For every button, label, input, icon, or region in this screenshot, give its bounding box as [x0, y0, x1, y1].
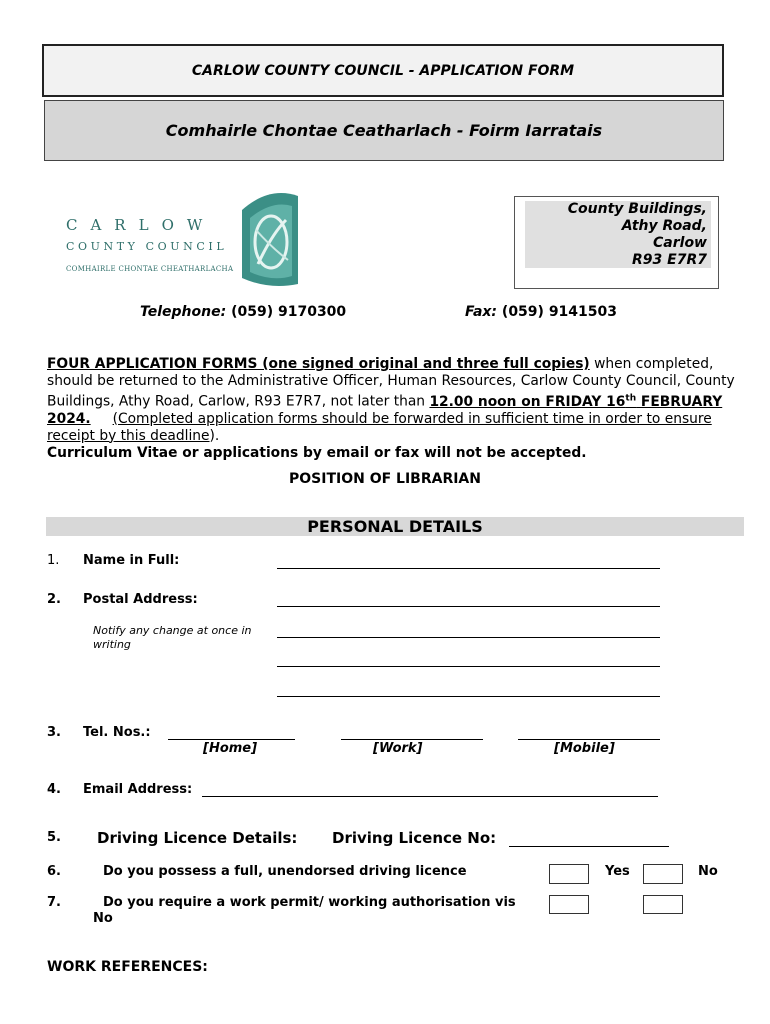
field-1-number: 1. [47, 553, 60, 568]
tel-home-input-line[interactable] [168, 739, 295, 740]
logo-carlow: CARLOW [66, 216, 216, 234]
logo-emblem-icon [234, 190, 304, 290]
postal-address-line-4[interactable] [277, 696, 660, 697]
form-title-irish: Comhairle Chontae Ceatharlach - Foirm Iarratais [44, 100, 724, 161]
full-licence-yes-label: Yes [605, 864, 630, 879]
address-line-4: R93 E7R7 [632, 252, 707, 268]
work-permit-yes-checkbox[interactable] [549, 895, 589, 914]
tel-work-label: [Work] [373, 741, 423, 756]
name-label: Name in Full: [83, 553, 180, 568]
section-title: PERSONAL DETAILS [307, 517, 483, 536]
council-logo [64, 190, 304, 290]
work-permit-no-checkbox[interactable] [643, 895, 683, 914]
telephone-label: Telephone: [140, 304, 227, 320]
full-licence-no-label: No [698, 864, 718, 879]
telephone [140, 304, 346, 320]
tel-home-label: [Home] [203, 741, 258, 756]
field-4-number: 4. [47, 782, 61, 797]
form-title-english: CARLOW COUNTY COUNCIL - APPLICATION FORM [42, 44, 724, 97]
postal-address-line-2[interactable] [277, 637, 660, 638]
tel-nos-label: Tel. Nos.: [83, 725, 151, 740]
address-text [525, 201, 711, 268]
personal-details-header [46, 517, 744, 536]
email-label: Email Address: [83, 782, 193, 797]
field-5-number: 5. [47, 830, 61, 845]
work-references-heading: WORK REFERENCES: [47, 959, 208, 975]
instr-no-cv: Curriculum Vitae or applications by email or fax will not be accepted. [47, 444, 587, 461]
logo-irish-name: COMHAIRLE CHONTAE CHEATHARLACHA [66, 265, 234, 273]
submission-instructions: FOUR APPLICATION FORMS (one signed original and three full copies) when completed, should be returned to the Administrative Officer, Human Resources, Carlow County Council, County Buildings, Athy Road, Carlow, R93 E7R7, not later than 12.00 noon on FRIDAY 16th FEBRUARY 2024. (Completed application forms should be forwarded in sufficient time in order to ensure receipt by this deadline). Curriculum Vitae or applications by email or fax will not be accepted. [47, 356, 735, 461]
driving-licence-details-label: Driving Licence Details: [97, 829, 298, 847]
address-line-1: County Buildings, [567, 201, 707, 217]
address-box [514, 196, 719, 289]
postal-address-line-3[interactable] [277, 666, 660, 667]
email-input-line[interactable] [202, 796, 658, 797]
position-title: POSITION OF LIBRARIAN [288, 471, 481, 487]
full-licence-yes-checkbox[interactable] [549, 864, 589, 884]
full-licence-question: Do you possess a full, unendorsed driving licence [103, 864, 467, 879]
work-permit-question: Do you require a work permit/ working authorisation vis [103, 895, 516, 910]
field-3-number: 3. [47, 725, 61, 740]
instr-forms-count: FOUR APPLICATION FORMS (one signed original and three full copies) [47, 356, 590, 372]
address-line-2: Athy Road, [621, 218, 707, 234]
work-permit-no-label: No [93, 911, 113, 926]
logo-county-council: COUNTY COUNCIL [66, 240, 228, 253]
fax-label: Fax: [465, 304, 498, 320]
field-2-number: 2. [47, 592, 61, 607]
field-6-number: 6. [47, 864, 61, 879]
driving-licence-no-input-line[interactable] [509, 846, 669, 847]
name-input-line[interactable] [277, 568, 660, 569]
tel-mobile-input-line[interactable] [518, 739, 660, 740]
field-7-number: 7. [47, 895, 61, 910]
telephone-value: (059) 9170300 [231, 304, 347, 320]
fax-value: (059) 9141503 [501, 304, 618, 320]
instr-sufficient-time: (Completed application forms should be forwarded in sufficient time in order to ensure receipt by this deadline [47, 410, 712, 444]
address-change-note: Notify any change at once in writing [93, 624, 252, 651]
instr-deadline: 12.00 noon on FRIDAY 16th FEBRUARY 2024. [47, 393, 723, 427]
instr-return-to: when completed, should be returned to the Administrative Officer, Human Resources, Carlow County Council, County Buildings, Athy Road, Carlow, R93 E7R7, not later than [47, 356, 735, 410]
tel-work-input-line[interactable] [341, 739, 483, 740]
tel-mobile-label: [Mobile] [554, 741, 615, 756]
postal-address-label: Postal Address: [83, 592, 198, 607]
full-licence-no-checkbox[interactable] [643, 864, 683, 884]
fax [465, 304, 617, 320]
postal-address-line-1[interactable] [277, 606, 660, 607]
address-line-3: Carlow [653, 235, 707, 251]
driving-licence-no-label: Driving Licence No: [332, 829, 497, 847]
